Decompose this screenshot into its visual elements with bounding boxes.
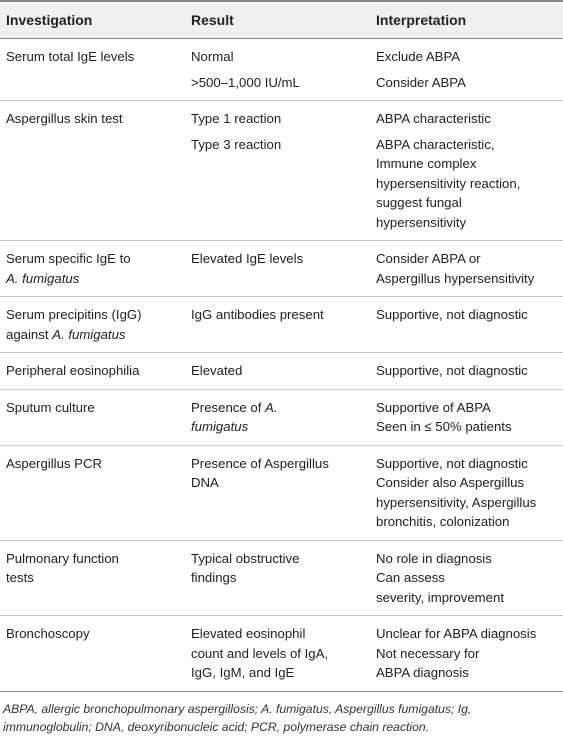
result-cell: Normal [191,49,234,64]
table-row [0,540,563,616]
interpretation-line: Seen in ≤ 50% patients [376,419,512,434]
table-row [0,70,563,101]
interpretation-cell: ABPA characteristic [376,111,491,126]
result-cell: Presence of Aspergillus DNA [185,445,370,540]
table-footnote: ABPA, allergic bronchopulmonary aspergillosis; A. fumigatus, Aspergillus fumigatus; Ig, immunoglobulin; DNA, deoxyribonucleic acid; PCR, polymerase chain reaction. [3,701,472,734]
interpretation-cell: No role in diagnosis Can assess severity, improvement [370,540,563,616]
interpretation-cell: Consider ABPA [370,70,563,101]
organism-name: A. fumigatus [191,399,278,434]
header-interpretation: Interpretation [370,1,563,39]
result-text: Presence of [191,399,262,415]
interpretation-cell: ABPA characteristic, Immune complex hypersensitivity reaction, suggest fungal hypersensitivity [370,132,563,241]
investigation-cell [0,297,185,353]
header-result: Result [185,1,370,39]
interpretation-cell: Unclear for ABPA diagnosis Not necessary for ABPA diagnosis [370,616,563,692]
organism-name: A. fumigatus [52,326,126,342]
investigation-cell [0,70,185,101]
interpretation-cell: Exclude ABPA [376,49,461,64]
table-row [0,241,563,297]
investigation-cell [0,132,185,241]
investigation-cell: Sputum culture [0,389,185,445]
table-row [0,445,563,540]
header-row [0,1,563,39]
investigation-cell: Pulmonary function tests [0,540,185,616]
interpretation-cell [370,389,563,445]
table-row [0,101,563,132]
header-investigation: Investigation [0,1,185,39]
result-cell: Type 1 reaction [191,111,282,126]
table-row [0,353,563,390]
investigation-cell: Bronchoscopy [0,616,185,692]
investigation-cell: Serum total IgE levels [6,49,135,64]
interpretation-cell: Supportive, not diagnostic [370,353,563,390]
result-cell [185,389,370,445]
interpretation-line: Supportive of ABPA [376,399,491,415]
investigation-cell: Aspergillus PCR [0,445,185,540]
interpretation-cell: Supportive, not diagnostic Consider also Aspergillus hypersensitivity, Aspergillus bronchitis, colonization [370,445,563,540]
result-cell: Type 3 reaction [185,132,370,241]
table-row [0,389,563,445]
investigation-cell: Aspergillus skin test [6,111,123,126]
interpretation-cell: Consider ABPA or Aspergillus hypersensitivity [370,241,563,297]
table-row [0,132,563,241]
investigation-text: Serum specific IgE to [6,251,131,266]
table-row [0,39,563,70]
table-row [0,297,563,353]
result-cell: >500–1,000 IU/mL [185,70,370,101]
result-cell: Typical obstructive findings [185,540,370,616]
result-cell: Elevated [185,353,370,390]
result-cell: Elevated eosinophil count and levels of IgA, IgG, IgM, and IgE [185,616,370,692]
table-row [0,616,563,692]
result-cell: Elevated IgE levels [185,241,370,297]
interpretation-cell: Supportive, not diagnostic [370,297,563,353]
investigation-cell: Peripheral eosinophilia [0,353,185,390]
investigation-text: Serum precipitins (IgG) against [6,307,142,342]
investigation-cell [0,241,185,297]
result-cell: IgG antibodies present [185,297,370,353]
organism-name: A. fumigatus [6,270,80,286]
